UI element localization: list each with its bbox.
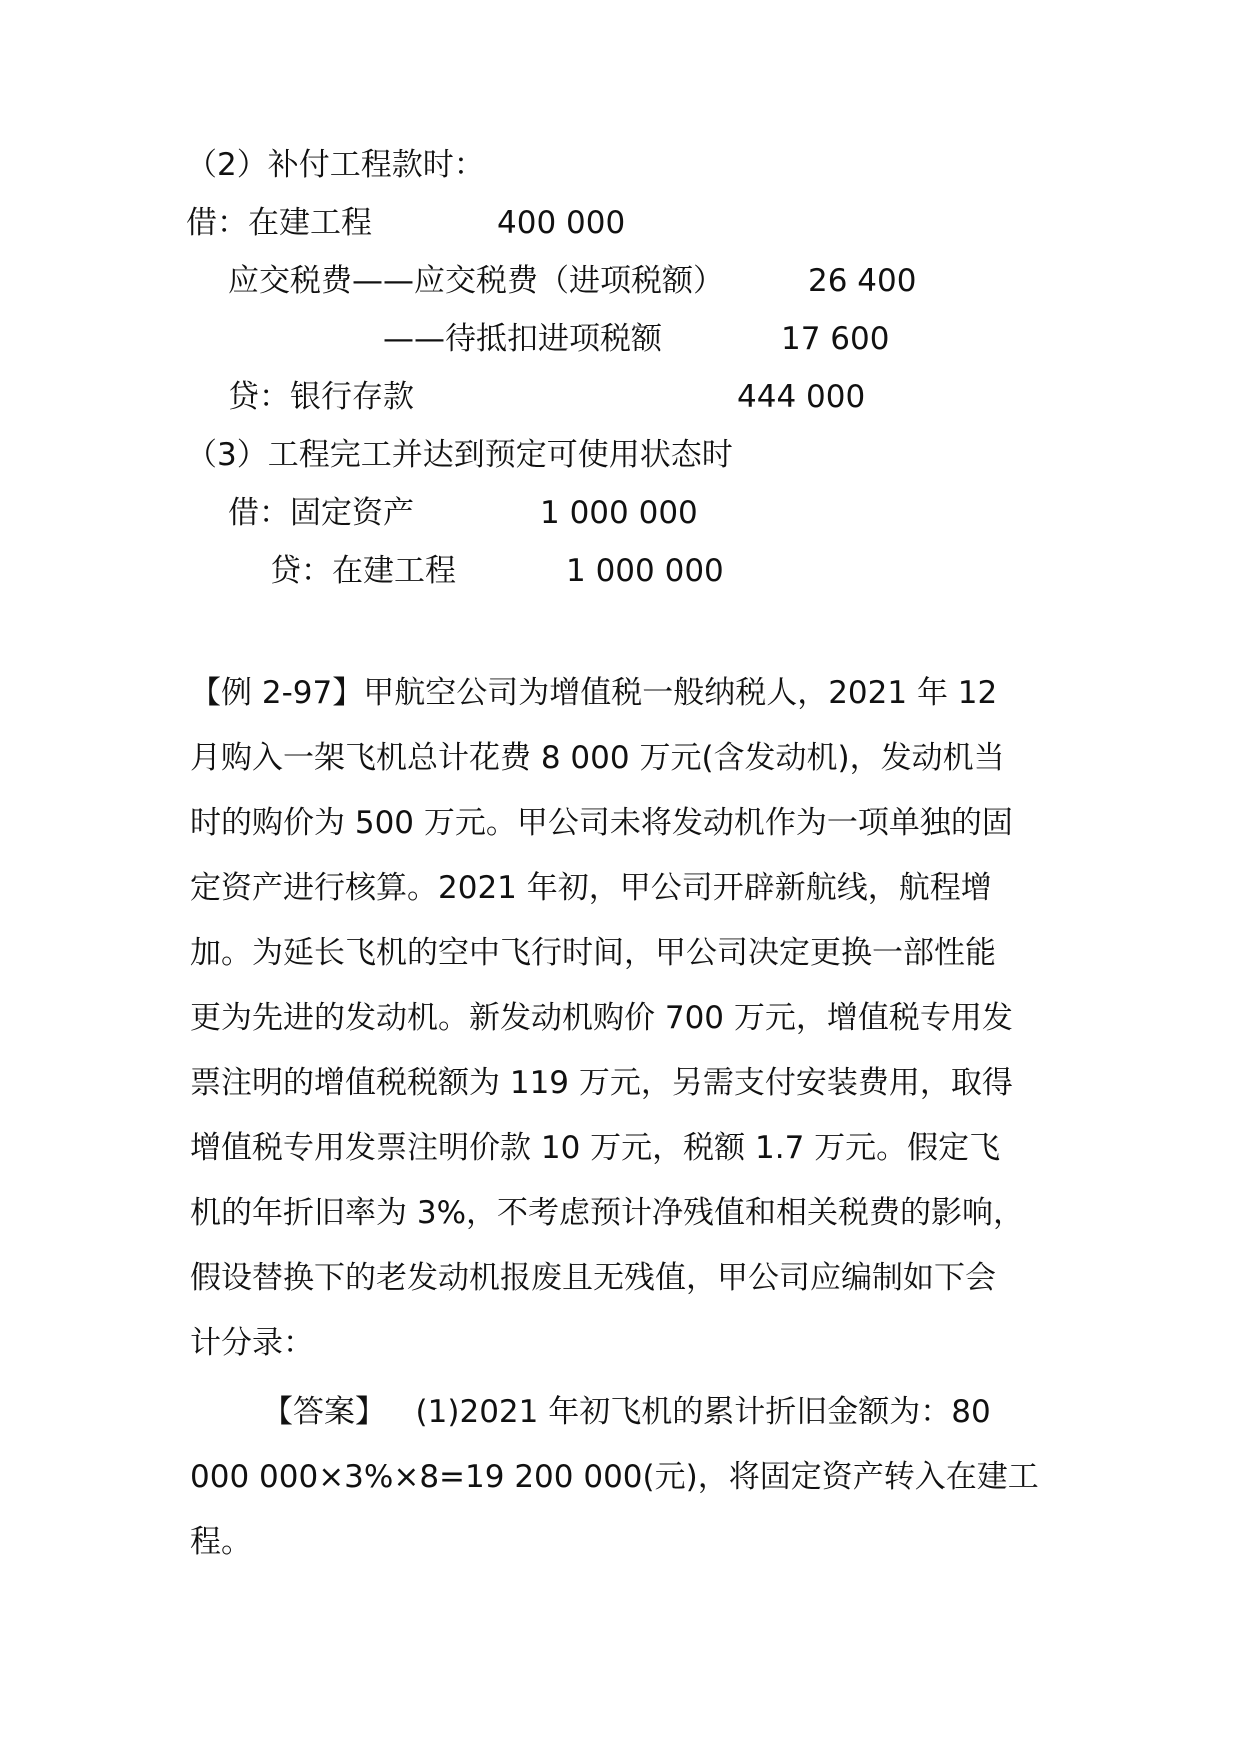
example-line: 月购入一架飞机总计花费 8 000 万元(含发动机)，发动机当 bbox=[190, 740, 1005, 776]
example-line: 加。为延长飞机的空中飞行时间，甲公司决定更换一部性能 bbox=[190, 935, 996, 971]
credit-bank-amount: 444 000 bbox=[737, 379, 866, 415]
example-line: 更为先进的发动机。新发动机购价 700 万元，增值税专用发 bbox=[190, 1000, 1013, 1036]
credit-construction-label: 贷：在建工程 bbox=[270, 553, 456, 589]
example-paragraph bbox=[190, 661, 1055, 1376]
credit-construction-amount: 1 000 000 bbox=[566, 553, 724, 589]
answer-line: 程。 bbox=[190, 1524, 252, 1560]
answer-paragraph bbox=[190, 1380, 1055, 1575]
step2-heading: （2）补付工程款时： bbox=[186, 147, 485, 183]
vat-payable-label: 应交税费——应交税费（进项税额） bbox=[228, 263, 724, 299]
vat-deductible-label: ——待抵扣进项税额 bbox=[383, 321, 662, 357]
example-line: 【例 2-97】甲航空公司为增值税一般纳税人，2021 年 12 bbox=[190, 675, 998, 711]
example-line: 计分录： bbox=[190, 1325, 314, 1361]
vat-payable-amount: 26 400 bbox=[808, 263, 917, 299]
example-line: 机的年折旧率为 3%，不考虑预计净残值和相关税费的影响， bbox=[190, 1195, 1025, 1231]
debit-construction-amount: 400 000 bbox=[497, 205, 626, 241]
debit-fixed-asset-label: 借：固定资产 bbox=[228, 495, 414, 531]
example-line: 时的购价为 500 万元。甲公司未将发动机作为一项单独的固 bbox=[190, 805, 1013, 841]
example-line: 假设替换下的老发动机报废且无残值，甲公司应编制如下会 bbox=[190, 1260, 996, 1296]
vat-deductible-amount: 17 600 bbox=[781, 321, 890, 357]
credit-bank-label: 贷：银行存款 bbox=[228, 379, 414, 415]
debit-fixed-asset-amount: 1 000 000 bbox=[540, 495, 698, 531]
answer-line: 【答案】 (1)2021 年初飞机的累计折旧金额为：80 bbox=[262, 1394, 991, 1430]
step3-heading: （3）工程完工并达到预定可使用状态时 bbox=[186, 437, 733, 473]
example-line: 票注明的增值税税额为 119 万元，另需支付安装费用，取得 bbox=[190, 1065, 1013, 1101]
example-line: 定资产进行核算。2021 年初，甲公司开辟新航线，航程增 bbox=[190, 870, 992, 906]
answer-line: 000 000×3%×8=19 200 000(元)，将固定资产转入在建工 bbox=[190, 1459, 1039, 1495]
debit-construction-label: 借：在建工程 bbox=[186, 205, 372, 241]
example-line: 增值税专用发票注明价款 10 万元，税额 1.7 万元。假定飞 bbox=[190, 1130, 1001, 1166]
